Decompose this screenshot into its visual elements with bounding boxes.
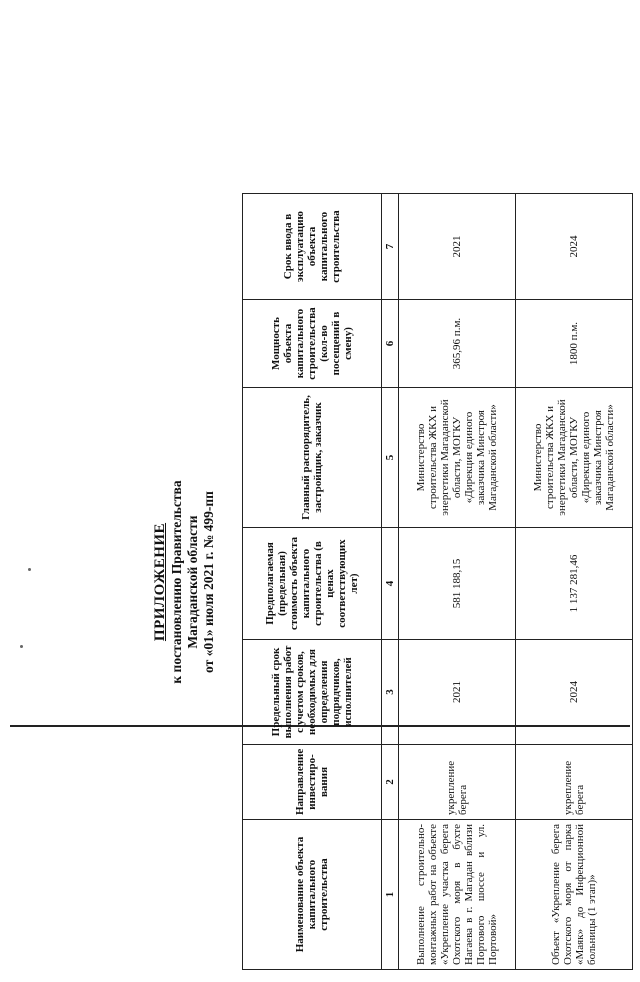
column-number: 2 bbox=[382, 745, 399, 820]
cell-capacity: 1800 п.м. bbox=[516, 300, 633, 388]
cell-customer: Министерство строительства ЖКХ и энергетики Магаданской области, МОГКУ «Дирекция единого заказчика Минстроя Магаданской области» bbox=[399, 388, 516, 528]
table-row bbox=[516, 194, 633, 970]
cell-deadline: 2024 bbox=[516, 640, 633, 745]
rotated-document-sheet bbox=[142, 182, 640, 982]
header-capacity: Мощность объекта капитального строительства (кол-во посещений в смену) bbox=[243, 300, 382, 388]
header-customer: Главный распорядитель, застройщик, заказчик bbox=[243, 388, 382, 528]
scan-speck bbox=[20, 645, 23, 648]
cell-commissioning: 2021 bbox=[399, 194, 516, 300]
column-number: 4 bbox=[382, 528, 399, 640]
header-deadline: Предельный срок выполнения работ с учетом сроков, необходимых для определения подрядчиков, исполнителей bbox=[243, 640, 382, 745]
cell-object-name: Выполнение строительно-монтажных работ на объекте «Укрепление участка берега Охотского моря в бухте Нагаева в г. Магадан вблизи Портового шоссе и ул. Портовой» bbox=[399, 820, 516, 970]
heading-line-1: к постановлению Правительства bbox=[169, 480, 184, 684]
heading-line-2: Магаданской области bbox=[185, 515, 200, 649]
heading-line-3: от «01» июля 2021 г. № 499-пп bbox=[201, 491, 216, 673]
table-row bbox=[399, 194, 516, 970]
document-heading bbox=[152, 182, 217, 982]
column-number: 1 bbox=[382, 820, 399, 970]
column-number: 6 bbox=[382, 300, 399, 388]
header-object-name: Наименование объекта капитального строительства bbox=[243, 820, 382, 970]
column-number: 5 bbox=[382, 388, 399, 528]
header-commissioning: Срок ввода в эксплуатацию объекта капитального строительства bbox=[243, 194, 382, 300]
header-investment-direction: Направление инвестиро-вания bbox=[243, 745, 382, 820]
cell-customer: Министерство строительства ЖКХ и энергетики Магаданской области, МОГКУ «Дирекция единого заказчика Минстроя Магаданской области» bbox=[516, 388, 633, 528]
cell-capacity: 365,96 п.м. bbox=[399, 300, 516, 388]
scan-speck bbox=[28, 568, 31, 571]
cell-commissioning: 2024 bbox=[516, 194, 633, 300]
cell-direction: укрепление берега bbox=[516, 745, 633, 820]
table-header-row bbox=[243, 194, 382, 970]
column-number: 3 bbox=[382, 640, 399, 745]
column-number-row bbox=[382, 194, 399, 970]
cell-cost: 1 137 281,46 bbox=[516, 528, 633, 640]
header-cost: Предполагаемая (предельная) стоимость объекта капитального строительства (в ценах соответствующих лет) bbox=[243, 528, 382, 640]
appendix-title: ПРИЛОЖЕНИЕ bbox=[152, 522, 168, 642]
cell-object-name: Объект «Укрепление берега Охотского моря от парка «Маяк» до Инфекционной больницы (1 этап)» bbox=[516, 820, 633, 970]
cell-cost: 581 188,15 bbox=[399, 528, 516, 640]
construction-objects-table bbox=[242, 193, 633, 970]
cell-deadline: 2021 bbox=[399, 640, 516, 745]
column-number: 7 bbox=[382, 194, 399, 300]
cell-direction: укрепление берега bbox=[399, 745, 516, 820]
